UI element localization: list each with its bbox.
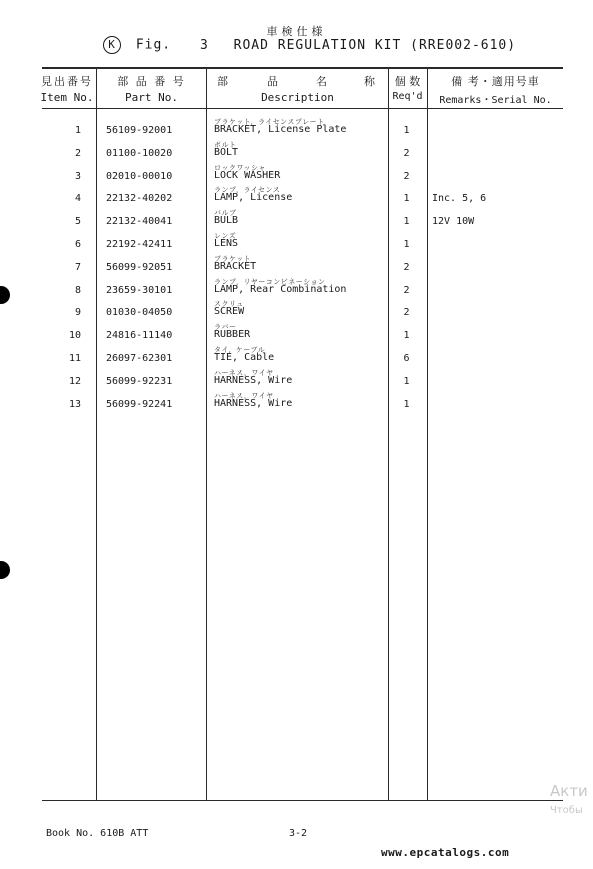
book-number: Book No. 610B ATT <box>46 828 149 839</box>
quantity: 1 <box>403 398 410 410</box>
description-reading: ランプ，リヤーコンビネーション <box>214 277 326 286</box>
description-reading: スクリュ <box>214 300 244 309</box>
description: LENS <box>214 238 239 249</box>
header-remarks-jp: 備 考・適用号車 <box>451 75 540 88</box>
description: BULB <box>214 215 239 227</box>
overlay-text-line1: Акти <box>550 782 588 800</box>
column-divider-1 <box>96 67 97 800</box>
item-number: 10 <box>68 330 81 342</box>
part-number: 56099-92231 <box>106 375 173 387</box>
header-part-en: Part No. <box>125 91 178 104</box>
remarks: Inc. 5, 6 <box>432 193 487 205</box>
fig-number: 3 <box>199 37 209 53</box>
item-number: 1 <box>74 125 81 136</box>
table-top-rule <box>42 67 563 69</box>
header-remarks-en: Remarks・Serial No. <box>439 95 552 106</box>
quantity: 1 <box>403 375 410 387</box>
description-reading: レンズ <box>214 232 237 240</box>
item-number: 5 <box>74 216 81 228</box>
quantity: 2 <box>403 284 410 296</box>
quantity: 6 <box>403 353 410 364</box>
header-item-jp: 見出番号 <box>41 75 93 88</box>
overlay-text-line2: Чтобы <box>550 805 583 816</box>
header-desc-jp-2: 品 <box>267 75 280 88</box>
column-divider-4 <box>427 67 428 800</box>
header-desc-jp-1: 部 <box>217 75 230 88</box>
part-number: 01030-04050 <box>106 307 173 319</box>
item-number: 8 <box>74 284 81 296</box>
description: SCREW <box>214 306 245 318</box>
header-bottom-rule <box>42 108 563 109</box>
quantity: 1 <box>403 193 410 205</box>
item-number: 7 <box>74 261 81 273</box>
description: LAMP, Rear Combination <box>214 283 347 295</box>
description-reading: バルブ <box>214 209 237 218</box>
k-circle-mark: K <box>103 36 121 54</box>
part-number: 22132-40202 <box>106 193 173 205</box>
header-part-jp: 部 品 番 号 <box>117 75 186 88</box>
part-number: 56099-92241 <box>106 398 173 410</box>
part-number: 01100-10020 <box>106 147 173 159</box>
watermark-site: www.epcatalogs.com <box>381 846 510 859</box>
description-reading: タイ，ケーブル <box>214 346 266 354</box>
description-reading: ブラケット <box>214 254 252 263</box>
quantity: 2 <box>403 307 410 319</box>
item-number: 9 <box>74 307 81 319</box>
header-desc-en: Description <box>261 91 334 104</box>
header-desc-jp-4: 称 <box>364 75 377 88</box>
description: HARNESS, Wire <box>214 397 293 409</box>
quantity: 1 <box>403 216 410 228</box>
description-reading: ランプ，ライセンス <box>214 186 281 195</box>
title-japanese: 車検仕様 <box>266 25 327 38</box>
quantity: 2 <box>403 147 410 159</box>
part-number: 23659-30101 <box>106 284 173 296</box>
description-reading: ラバー <box>214 323 237 332</box>
description: TIE, Cable <box>214 352 275 363</box>
part-number: 56099-92051 <box>106 261 173 273</box>
fig-label: Fig. <box>135 37 172 53</box>
description-reading: ハーネス，ワイヤ <box>214 391 274 400</box>
kit-name: ROAD REGULATION KIT (RRE002-610) <box>233 37 517 53</box>
header-req-jp: 個 数 <box>394 75 421 88</box>
part-number: 26097-62301 <box>106 353 173 364</box>
quantity: 2 <box>403 170 410 182</box>
figure-title <box>103 36 516 54</box>
page-number: 3-2 <box>289 828 308 839</box>
part-number: 22132-40041 <box>106 216 173 228</box>
item-number: 11 <box>68 353 81 364</box>
item-number: 3 <box>74 170 81 182</box>
item-number: 2 <box>74 147 81 159</box>
item-number: 6 <box>74 239 81 250</box>
description: BRACKET <box>214 260 257 272</box>
description: HARNESS, Wire <box>214 374 293 386</box>
quantity: 1 <box>403 125 410 136</box>
part-number: 56109-92001 <box>106 125 173 136</box>
header-item-en: Item No. <box>40 91 94 104</box>
description: BOLT <box>214 146 239 158</box>
binder-hole-marker <box>0 561 10 579</box>
description-reading: ボルト <box>214 140 237 149</box>
item-number: 12 <box>68 375 81 387</box>
description: LOCK WASHER <box>214 169 281 181</box>
part-number: 02010-00010 <box>106 170 173 182</box>
description: LAMP, License <box>214 192 293 204</box>
item-number: 4 <box>74 193 81 205</box>
description: RUBBER <box>214 329 251 341</box>
column-divider-2 <box>206 67 207 800</box>
quantity: 1 <box>403 330 410 342</box>
description-reading: ロックワッシャ <box>214 163 266 172</box>
quantity: 1 <box>403 239 410 250</box>
part-number: 24816-11140 <box>106 330 173 342</box>
header-desc-jp-3: 名 <box>316 75 329 88</box>
remarks: 12V 10W <box>432 216 475 228</box>
description: BRACKET, License Plate <box>214 124 347 135</box>
description-reading: ブラケット，ライセンスプレート <box>214 118 325 126</box>
description-reading: ハーネス，ワイヤ <box>214 368 274 377</box>
header-req-en: Req'd <box>392 91 423 102</box>
item-number: 13 <box>68 398 81 410</box>
part-number: 22192-42411 <box>106 239 173 250</box>
quantity: 2 <box>403 261 410 273</box>
table-bottom-rule <box>42 800 563 801</box>
binder-hole-marker <box>0 286 10 304</box>
